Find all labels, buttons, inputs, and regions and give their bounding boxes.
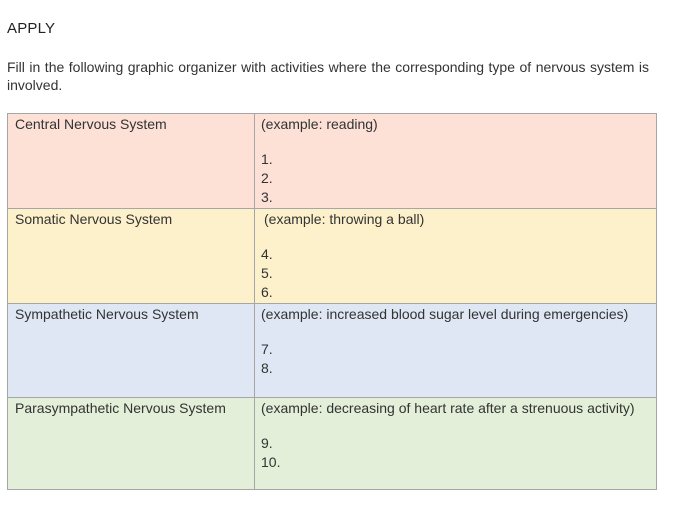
system-name: Sympathetic Nervous System: [15, 306, 199, 322]
answer-line-9[interactable]: 9.: [261, 435, 273, 451]
activities-cell[interactable]: [255, 398, 657, 490]
activities-cell[interactable]: [255, 114, 657, 209]
answer-line-10[interactable]: 10.: [261, 454, 281, 470]
organizer-row-somatic: [8, 209, 657, 304]
answer-line-6[interactable]: 6.: [261, 284, 273, 300]
organizer-row-sympathetic: [8, 304, 657, 398]
instructions-text: Fill in the following graphic organizer with activities where the corresponding type of nervous system is involved.: [7, 59, 649, 93]
answer-list: [261, 150, 650, 207]
answer-list: [261, 245, 650, 302]
page-title: APPLY: [7, 20, 56, 37]
system-name-cell: [8, 304, 255, 398]
system-name-cell: [8, 114, 255, 209]
answer-line-5[interactable]: 5.: [261, 265, 273, 281]
example-text: (example: increased blood sugar level during emergencies): [261, 306, 629, 322]
answer-line-2[interactable]: 2.: [261, 170, 273, 186]
example-text: (example: decreasing of heart rate after a strenuous activity): [261, 400, 635, 416]
answer-line-7[interactable]: 7.: [261, 341, 273, 357]
activities-cell[interactable]: [255, 304, 657, 398]
answer-line-3[interactable]: 3.: [261, 189, 273, 205]
answer-list: [261, 434, 650, 472]
organizer-row-parasympathetic: [8, 398, 657, 490]
activities-cell[interactable]: [255, 209, 657, 304]
example-text: (example: reading): [261, 116, 378, 132]
graphic-organizer-table: [7, 113, 657, 490]
system-name: Somatic Nervous System: [15, 211, 173, 227]
answer-line-8[interactable]: 8.: [261, 360, 273, 376]
example-text: (example: throwing a ball): [264, 211, 425, 227]
answer-line-4[interactable]: 4.: [261, 246, 273, 262]
system-name: Central Nervous System: [15, 116, 167, 132]
system-name: Parasympathetic Nervous System: [15, 400, 226, 416]
answer-list: [261, 340, 650, 378]
system-name-cell: [8, 398, 255, 490]
organizer-row-central: [8, 114, 657, 209]
system-name-cell: [8, 209, 255, 304]
answer-line-1[interactable]: 1.: [261, 151, 273, 167]
